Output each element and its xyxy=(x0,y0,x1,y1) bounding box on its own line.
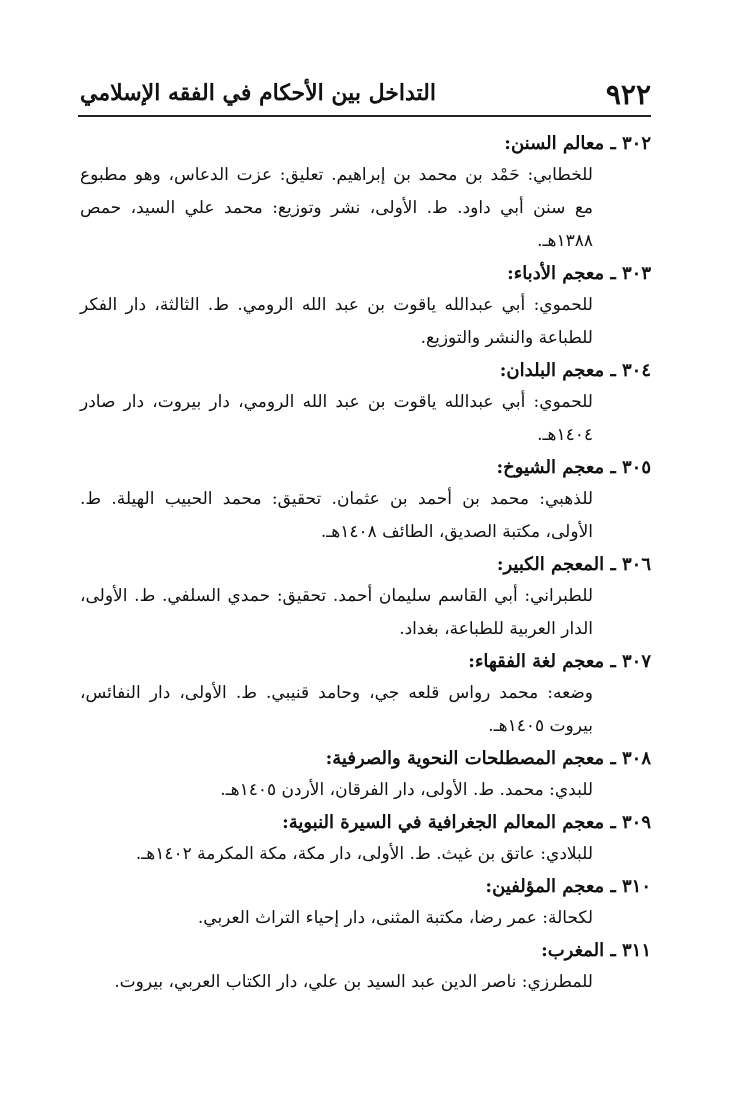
entry-heading: ٣٠٨ ـ معجم المصطلحات النحوية والصرفية: xyxy=(325,748,651,769)
book-title: التداخل بين الأحكام في الفقه الإسلامي xyxy=(80,80,436,106)
entry-number: ٣١٠ xyxy=(621,876,651,897)
entry-body: للبدي: محمد. ط. الأولى، دار الفرقان، الأردن ١٤٠٥هـ. xyxy=(220,780,593,800)
entry-title: معجم الشيوخ: xyxy=(496,457,605,478)
entry-title: معجم المصطلحات النحوية والصرفية: xyxy=(325,748,605,769)
entry-number: ٣٠٥ xyxy=(621,457,651,478)
entry-title: معجم البلدان: xyxy=(499,360,605,381)
entry-title: معجم المؤلفين: xyxy=(485,876,605,897)
entry-title: المعجم الكبير: xyxy=(496,554,605,575)
entry-number: ٣٠٢ xyxy=(621,133,651,154)
page-number: ٩٢٢ xyxy=(605,78,651,111)
entry-heading: ٣١٠ ـ معجم المؤلفين: xyxy=(485,876,651,897)
bibliography-entry xyxy=(80,258,651,355)
header-divider xyxy=(78,115,651,117)
bibliography-entry xyxy=(80,355,651,452)
entry-number: ٣٠٤ xyxy=(621,360,651,381)
entry-body: للمطرزي: ناصر الدين عبد السيد بن علي، دار الكتاب العربي، بيروت. xyxy=(114,972,593,992)
entry-heading: ٣٠٦ ـ المعجم الكبير: xyxy=(496,554,651,575)
bibliography-list xyxy=(80,128,651,999)
entry-body: للحموي: أبي عبدالله ياقوت بن عبد الله الرومي. ط. الثالثة، دار الفكر للطباعة والنشر والتوزيع. xyxy=(80,295,593,348)
entry-heading: ٣٠٤ ـ معجم البلدان: xyxy=(499,360,651,381)
entry-body: للذهبي: محمد بن أحمد بن عثمان. تحقيق: محمد الحبيب الهيلة. ط. الأولى، مكتبة الصديق، الطائف ١٤٠٨هـ. xyxy=(80,489,593,542)
bibliography-entry xyxy=(80,549,651,646)
entry-body: للبلادي: عاتق بن غيث. ط. الأولى، دار مكة، مكة المكرمة ١٤٠٢هـ. xyxy=(135,844,593,864)
page-header xyxy=(80,78,651,112)
bibliography-entry xyxy=(80,128,651,258)
bibliography-entry xyxy=(80,452,651,549)
entry-body: للحموي: أبي عبدالله ياقوت بن عبد الله الرومي، دار بيروت، دار صادر ١٤٠٤هـ. xyxy=(80,392,593,445)
entry-title: المغرب: xyxy=(541,940,605,961)
entry-heading: ٣٠٥ ـ معجم الشيوخ: xyxy=(496,457,651,478)
bibliography-entry xyxy=(80,871,651,935)
entry-number: ٣٠٧ xyxy=(621,651,651,672)
entry-body: للخطابي: حَمْد بن محمد بن إبراهيم. تعليق: عزت الدعاس، وهو مطبوع مع سنن أبي داود. ط. الأولى، نشر وتوزيع: محمد علي السيد، حمص ١٣٨٨هـ. xyxy=(80,165,593,251)
entry-number: ٣٠٣ xyxy=(621,263,651,284)
entry-title: معجم الأدباء: xyxy=(507,263,605,284)
entry-body: للطبراني: أبي القاسم سليمان أحمد. تحقيق: حمدي السلفي. ط. الأولى، الدار العربية للطباعة، بغداد. xyxy=(80,586,593,639)
bibliography-entry xyxy=(80,743,651,807)
entry-body: وضعه: محمد رواس قلعه جي، وحامد قنيبي. ط. الأولى، دار النفائس، بيروت ١٤٠٥هـ. xyxy=(80,683,593,736)
bibliography-entry xyxy=(80,935,651,999)
entry-body: لكحالة: عمر رضا، مكتبة المثنى، دار إحياء التراث العربي. xyxy=(197,908,593,928)
entry-title: معالم السنن: xyxy=(504,133,605,154)
entry-number: ٣٠٦ xyxy=(621,554,651,575)
entry-title: معجم المعالم الجغرافية في السيرة النبوية: xyxy=(282,812,605,833)
entry-heading: ٣٠٢ ـ معالم السنن: xyxy=(504,133,651,154)
entry-heading: ٣١١ ـ المغرب: xyxy=(541,940,651,961)
bibliography-entry xyxy=(80,646,651,743)
entry-number: ٣٠٩ xyxy=(621,812,651,833)
entry-heading: ٣٠٧ ـ معجم لغة الفقهاء: xyxy=(468,651,651,672)
entry-number: ٣٠٨ xyxy=(621,748,651,769)
entry-heading: ٣٠٩ ـ معجم المعالم الجغرافية في السيرة النبوية: xyxy=(282,812,651,833)
bibliography-entry xyxy=(80,807,651,871)
entry-number: ٣١١ xyxy=(621,940,651,961)
entry-heading: ٣٠٣ ـ معجم الأدباء: xyxy=(507,263,651,284)
entry-title: معجم لغة الفقهاء: xyxy=(468,651,605,672)
